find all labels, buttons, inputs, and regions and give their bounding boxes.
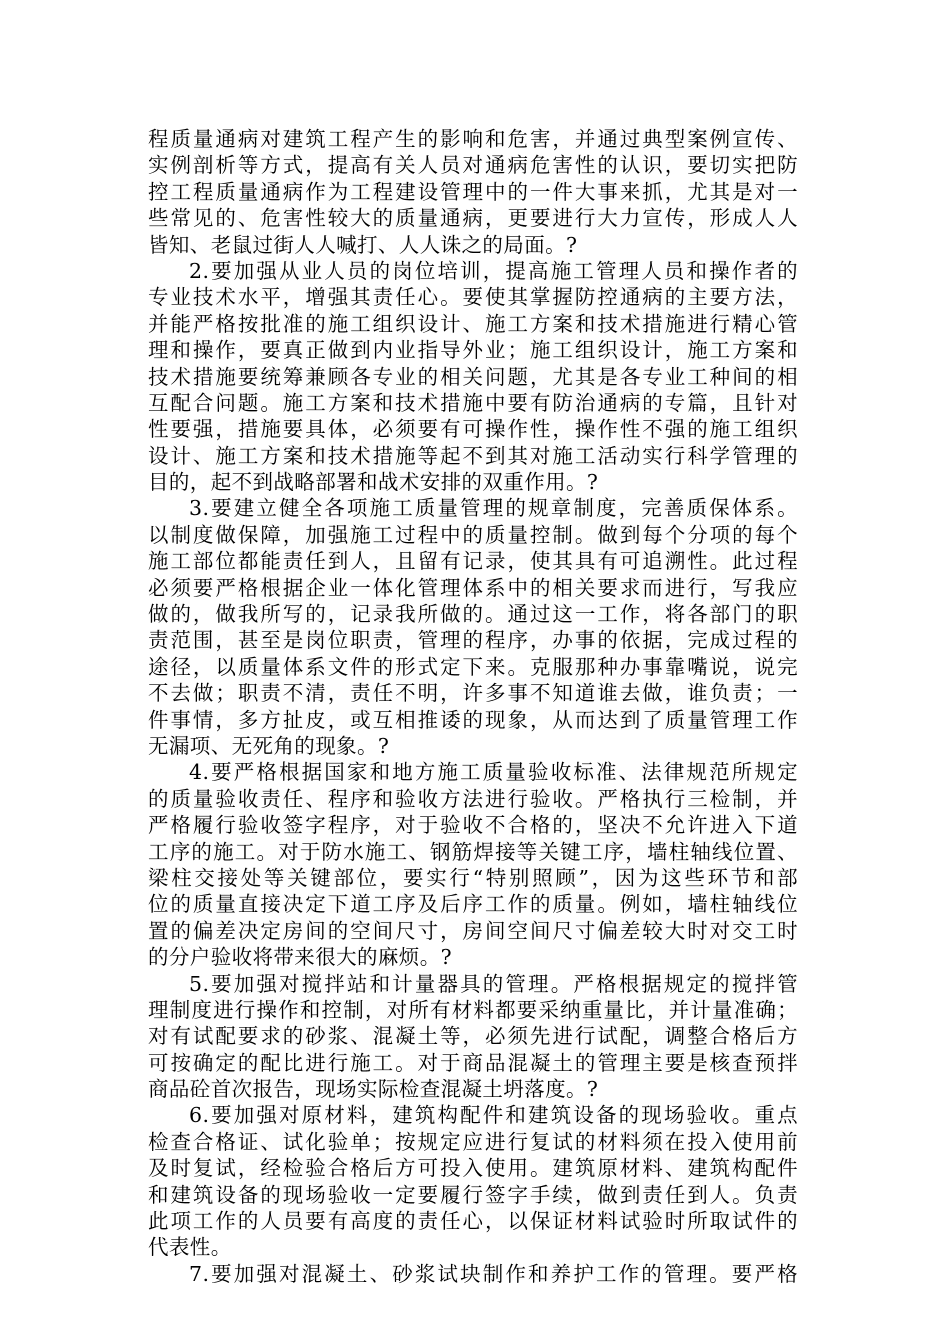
text-line: 可按确定的配比进行施工。对于商品混凝土的管理主要是核查预拌 bbox=[148, 1050, 798, 1075]
text-line: 目的，起不到战略部署和战术安排的双重作用。? bbox=[148, 470, 599, 495]
text-line: 的质量验收责任、程序和验收方法进行验收。严格执行三检制，并 bbox=[148, 786, 798, 811]
text-line: 必须要严格根据企业一体化管理体系中的相关要求而进行，写我应 bbox=[148, 575, 798, 600]
text-line: 件事情，多方扯皮，或互相推诿的现象，从而达到了质量管理工作 bbox=[148, 707, 798, 732]
text-line: 控工程质量通病作为工程建设管理中的一件大事来抓，尤其是对一 bbox=[148, 179, 798, 204]
text-line: 做的，做我所写的，记录我所做的。通过这一工作，将各部门的职 bbox=[148, 602, 798, 627]
text-line: 专业技术水平，增强其责任心。要使其掌握防控通病的主要方法， bbox=[148, 285, 798, 310]
paragraph-first-line: 3.要建立健全各项施工质量管理的规章制度，完善质保体系。 bbox=[189, 496, 798, 521]
text-line: 梁柱交接处等关键部位，要实行“特别照顾”，因为这些环节和部 bbox=[148, 865, 798, 890]
text-line: 互配合问题。施工方案和技术措施中要有防治通病的专篇，且针对 bbox=[148, 390, 798, 415]
paragraph-first-line: 6.要加强对原材料，建筑构配件和建筑设备的现场验收。重点 bbox=[189, 1103, 798, 1128]
text-line: 对有试配要求的砂浆、混凝土等，必须先进行试配，调整合格后方 bbox=[148, 1024, 798, 1049]
text-line: 皆知、老鼠过街人人喊打、人人诛之的局面。? bbox=[148, 232, 578, 257]
text-line: 及时复试，经检验合格后方可投入使用。建筑原材料、建筑构配件 bbox=[148, 1156, 798, 1181]
text-line: 严格履行验收签字程序，对于验收不合格的，坚决不允许进入下道 bbox=[148, 813, 798, 838]
paragraph-first-line: 2.要加强从业人员的岗位培训，提高施工管理人员和操作者的 bbox=[189, 258, 798, 283]
text-line: 设计、施工方案和技术措施等起不到其对施工活动实行科学管理的 bbox=[148, 443, 798, 468]
text-line: 责范围，甚至是岗位职责，管理的程序，办事的依据，完成过程的 bbox=[148, 628, 798, 653]
text-line: 的分户验收将带来很大的麻烦。? bbox=[148, 945, 452, 970]
text-line: 理和操作，要真正做到内业指导外业；施工组织设计，施工方案和 bbox=[148, 338, 798, 363]
text-line: 无漏项、无死角的现象。? bbox=[148, 733, 390, 758]
text-line: 程质量通病对建筑工程产生的影响和危害，并通过典型案例宣传、 bbox=[148, 127, 798, 151]
text-line: 工序的施工。对于防水施工、钢筋焊接等关键工序，墙柱轴线位置、 bbox=[148, 839, 798, 864]
text-line: 代表性。 bbox=[148, 1235, 232, 1260]
text-line: 些常见的、危害性较大的质量通病，更要进行大力宣传，形成人人 bbox=[148, 206, 798, 231]
text-line: 位的质量直接决定下道工序及后序工作的质量。例如，墙柱轴线位 bbox=[148, 892, 798, 917]
text-line: 途径，以质量体系文件的形式定下来。克服那种办事靠嘴说，说完 bbox=[148, 654, 798, 679]
text-line: 并能严格按批准的施工组织设计、施工方案和技术措施进行精心管 bbox=[148, 311, 798, 336]
paragraph-first-line: 5.要加强对搅拌站和计量器具的管理。严格根据规定的搅拌管 bbox=[189, 971, 798, 996]
document-body bbox=[148, 126, 798, 1287]
text-line: 和建筑设备的现场验收一定要履行签字手续，做到责任到人。负责 bbox=[148, 1182, 798, 1207]
text-line: 施工部位都能责任到人，且留有记录，使其具有可追溯性。此过程 bbox=[148, 549, 798, 574]
text-line: 以制度做保障，加强施工过程中的质量控制。做到每个分项的每个 bbox=[148, 522, 798, 547]
paragraph-first-line: 7.要加强对混凝土、砂浆试块制作和养护工作的管理。要严格 bbox=[189, 1261, 798, 1286]
text-line: 检查合格证、试化验单；按规定应进行复试的材料须在投入使用前 bbox=[148, 1129, 798, 1154]
text-line: 此项工作的人员要有高度的责任心，以保证材料试验时所取试件的 bbox=[148, 1209, 798, 1234]
paragraph-first-line: 4.要严格根据国家和地方施工质量验收标准、法律规范所规定 bbox=[189, 760, 798, 785]
text-line: 商品砼首次报告，现场实际检查混凝土坍落度。? bbox=[148, 1077, 599, 1102]
text-line: 理制度进行操作和控制，对所有材料都要采纳重量比，并计量准确； bbox=[148, 997, 798, 1022]
text-line: 技术措施要统筹兼顾各专业的相关问题，尤其是各专业工种间的相 bbox=[148, 364, 798, 389]
text-line: 不去做；职责不清，责任不明，许多事不知道谁去做，谁负责；一 bbox=[148, 681, 798, 706]
text-line: 置的偏差决定房间的空间尺寸，房间空间尺寸偏差较大时对交工时 bbox=[148, 918, 798, 943]
text-line: 性要强，措施要具体，必须要有可操作性，操作性不强的施工组织 bbox=[148, 417, 798, 442]
text-line: 实例剖析等方式，提高有关人员对通病危害性的认识，要切实把防 bbox=[148, 153, 798, 178]
